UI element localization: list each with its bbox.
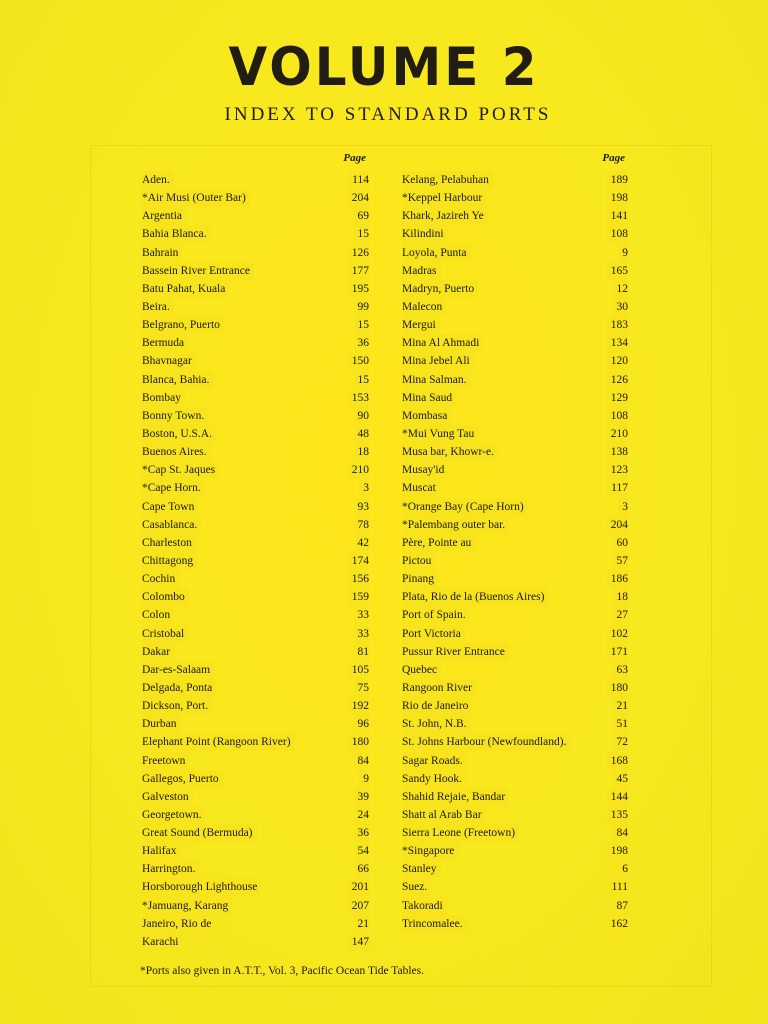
page-number: 96 [354, 715, 370, 733]
index-entry [142, 625, 369, 643]
left-index-rows [142, 171, 369, 951]
port-name: Bahia Blanca. [142, 225, 211, 243]
port-name: Rangoon River [402, 679, 476, 697]
port-name: Argentia [142, 207, 186, 225]
index-entry [402, 244, 628, 262]
port-name: Shatt al Arab Bar [402, 806, 486, 824]
port-name: Sagar Roads. [402, 752, 467, 770]
port-name: Pussur River Entrance [402, 643, 509, 661]
index-entry [402, 860, 628, 878]
port-name: Bermuda [142, 334, 188, 352]
page-number: 72 [613, 733, 629, 751]
page-number: 174 [348, 552, 369, 570]
page-number: 36 [354, 334, 370, 352]
index-entry [402, 479, 628, 497]
index-entry [142, 606, 369, 624]
page-number: 18 [613, 588, 629, 606]
index-entry [142, 171, 369, 189]
index-entry [142, 371, 369, 389]
port-name: Dickson, Port. [142, 697, 212, 715]
page-number: 9 [359, 770, 369, 788]
page-number: 33 [354, 606, 370, 624]
index-entry [142, 915, 369, 933]
index-entry [142, 280, 369, 298]
port-name: Mina Jebel Ali [402, 352, 474, 370]
port-name: Colombo [142, 588, 189, 606]
page-number: 54 [354, 842, 370, 860]
index-entry [402, 189, 628, 207]
page-number: 42 [354, 534, 370, 552]
page-number: 120 [607, 352, 628, 370]
index-entry [142, 842, 369, 860]
index-entry [402, 679, 628, 697]
page-number: 204 [348, 189, 369, 207]
index-entry [402, 752, 628, 770]
index-entry [142, 189, 369, 207]
page-number: 39 [354, 788, 370, 806]
page-number: 84 [613, 824, 629, 842]
page-column-header: Page [343, 152, 366, 164]
page-number: 123 [607, 461, 628, 479]
index-entry [402, 661, 628, 679]
index-entry [142, 679, 369, 697]
index-entry [402, 842, 628, 860]
index-entry [142, 860, 369, 878]
footnote: *Ports also given in A.T.T., Vol. 3, Pacific Ocean Tide Tables. [140, 965, 425, 977]
port-name: Père, Pointe au [402, 534, 475, 552]
index-entry [142, 334, 369, 352]
page-number: 138 [607, 443, 628, 461]
index-entry [142, 552, 369, 570]
page-number: 111 [608, 878, 628, 896]
index-entry [402, 715, 628, 733]
page-number: 75 [354, 679, 370, 697]
index-entry [142, 933, 369, 951]
index-entry [142, 407, 369, 425]
page-number: 129 [607, 389, 628, 407]
page-number: 93 [354, 498, 370, 516]
page-number: 204 [607, 516, 628, 534]
page-number: 63 [613, 661, 629, 679]
port-name: Rio de Janeiro [402, 697, 472, 715]
port-name: Kelang, Pelabuhan [402, 171, 493, 189]
page-number: 45 [613, 770, 629, 788]
index-entry [402, 570, 628, 588]
index-entry [142, 225, 369, 243]
port-name: Takoradi [402, 897, 447, 915]
index-entry [142, 806, 369, 824]
port-name: Belgrano, Puerto [142, 316, 224, 334]
port-name: Dar-es-Salaam [142, 661, 214, 679]
port-name: Bassein River Entrance [142, 262, 254, 280]
port-name: *Air Musi (Outer Bar) [142, 189, 250, 207]
page-number: 108 [607, 407, 628, 425]
port-name: Buenos Aires. [142, 443, 211, 461]
index-entry [142, 443, 369, 461]
port-name: Bahrain [142, 244, 182, 262]
port-name: Mombasa [402, 407, 451, 425]
index-entry [402, 207, 628, 225]
page-number: 99 [354, 298, 370, 316]
port-name: St. John, N.B. [402, 715, 471, 733]
index-entry [402, 824, 628, 842]
index-entry [142, 733, 369, 751]
index-entry [142, 244, 369, 262]
index-entry [142, 298, 369, 316]
port-name: Chittagong [142, 552, 197, 570]
page-number: 84 [354, 752, 370, 770]
page-number: 102 [607, 625, 628, 643]
page-number: 144 [607, 788, 628, 806]
page-number: 210 [348, 461, 369, 479]
index-entry [402, 298, 628, 316]
page-number: 180 [607, 679, 628, 697]
index-entry [142, 643, 369, 661]
page-number: 195 [348, 280, 369, 298]
page-number: 6 [618, 860, 628, 878]
index-entry [142, 588, 369, 606]
port-name: Colon [142, 606, 174, 624]
port-name: Cochin [142, 570, 179, 588]
page-number: 171 [607, 643, 628, 661]
port-name: Beira. [142, 298, 174, 316]
page-number: 21 [613, 697, 629, 715]
port-name: Quebec [402, 661, 441, 679]
page-number: 165 [607, 262, 628, 280]
volume-title: VOLUME 2 [228, 36, 540, 98]
index-entry [402, 552, 628, 570]
port-name: *Mui Vung Tau [402, 425, 478, 443]
index-entry [402, 352, 628, 370]
port-name: Pictou [402, 552, 435, 570]
index-entry [402, 606, 628, 624]
page-number: 117 [607, 479, 628, 497]
page-number: 15 [354, 225, 370, 243]
port-name: Port Victoria [402, 625, 465, 643]
index-entry [142, 570, 369, 588]
port-name: Casablanca. [142, 516, 201, 534]
port-name: *Keppel Harbour [402, 189, 486, 207]
port-name: Freetown [142, 752, 189, 770]
port-name: Georgetown. [142, 806, 206, 824]
page-number: 57 [613, 552, 629, 570]
index-entry [142, 461, 369, 479]
port-name: Bonny Town. [142, 407, 208, 425]
port-name: Durban [142, 715, 181, 733]
right-index-column [402, 152, 628, 933]
index-entry [402, 334, 628, 352]
index-entry [402, 516, 628, 534]
port-name: Bhavnagar [142, 352, 196, 370]
port-name: Boston, U.S.A. [142, 425, 216, 443]
page-number: 126 [607, 371, 628, 389]
page-number: 183 [607, 316, 628, 334]
port-name: Musa bar, Khowr-e. [402, 443, 498, 461]
index-entry [142, 752, 369, 770]
page-number: 3 [618, 498, 628, 516]
port-name: Elephant Point (Rangoon River) [142, 733, 295, 751]
page-number: 105 [348, 661, 369, 679]
port-name: Janeiro, Rio de [142, 915, 215, 933]
index-entry [402, 425, 628, 443]
port-name: Dakar [142, 643, 174, 661]
port-name: Galveston [142, 788, 193, 806]
page-number: 51 [613, 715, 629, 733]
page-number: 24 [354, 806, 370, 824]
index-entry [402, 498, 628, 516]
port-name: Madryn, Puerto [402, 280, 478, 298]
port-name: Cape Town [142, 498, 198, 516]
page-number: 12 [613, 280, 629, 298]
port-name: Great Sound (Bermuda) [142, 824, 257, 842]
page-number: 30 [613, 298, 629, 316]
port-name: *Orange Bay (Cape Horn) [402, 498, 528, 516]
page-number: 198 [607, 842, 628, 860]
index-entry [142, 824, 369, 842]
index-entry [142, 661, 369, 679]
port-name: Stanley [402, 860, 441, 878]
page-number: 207 [348, 897, 369, 915]
index-entry [142, 498, 369, 516]
index-entry [142, 516, 369, 534]
page-number: 48 [354, 425, 370, 443]
port-name: Halifax [142, 842, 180, 860]
port-name: *Palembang outer bar. [402, 516, 509, 534]
page-number: 15 [354, 316, 370, 334]
page-number: 177 [348, 262, 369, 280]
page-column-header: Page [602, 152, 625, 164]
port-name: Charleston [142, 534, 196, 552]
port-name: Mina Salman. [402, 371, 471, 389]
page-number: 198 [607, 189, 628, 207]
port-name: Malecon [402, 298, 446, 316]
port-name: *Singapore [402, 842, 458, 860]
page-number: 162 [607, 915, 628, 933]
index-entry [142, 697, 369, 715]
port-name: Madras [402, 262, 441, 280]
index-entry [142, 389, 369, 407]
port-name: Cristobal [142, 625, 188, 643]
port-name: Sandy Hook. [402, 770, 466, 788]
left-index-column [142, 152, 369, 951]
page-number: 180 [348, 733, 369, 751]
port-name: Loyola, Punta [402, 244, 471, 262]
port-name: *Jamuang, Karang [142, 897, 232, 915]
port-name: *Cap St. Jaques [142, 461, 219, 479]
index-entry [402, 534, 628, 552]
page-number: 108 [607, 225, 628, 243]
page-number: 66 [354, 860, 370, 878]
page-number: 9 [618, 244, 628, 262]
port-name: Muscat [402, 479, 440, 497]
index-entry [402, 897, 628, 915]
index-entry [402, 316, 628, 334]
port-name: Trincomalee. [402, 915, 467, 933]
port-name: Shahid Rejaie, Bandar [402, 788, 509, 806]
right-index-rows [402, 171, 628, 933]
page-number: 21 [354, 915, 370, 933]
port-name: St. Johns Harbour (Newfoundland). [402, 733, 571, 751]
port-name: Port of Spain. [402, 606, 470, 624]
port-name: Sierra Leone (Freetown) [402, 824, 519, 842]
port-name: Suez. [402, 878, 431, 896]
index-entry [402, 461, 628, 479]
index-entry [142, 479, 369, 497]
page-number: 69 [354, 207, 370, 225]
port-name: Mina Al Ahmadi [402, 334, 483, 352]
page-number: 36 [354, 824, 370, 842]
page-number: 126 [348, 244, 369, 262]
page-number: 114 [348, 171, 369, 189]
index-entry [142, 352, 369, 370]
page-number: 81 [354, 643, 370, 661]
index-entry [142, 262, 369, 280]
port-name: Mergui [402, 316, 440, 334]
index-entry [402, 915, 628, 933]
index-entry [142, 534, 369, 552]
index-entry [402, 443, 628, 461]
port-name: *Cape Horn. [142, 479, 205, 497]
port-name: Delgada, Ponta [142, 679, 216, 697]
index-entry [402, 407, 628, 425]
port-name: Blanca, Bahia. [142, 371, 213, 389]
index-entry [142, 878, 369, 896]
page-number: 192 [348, 697, 369, 715]
page-number: 168 [607, 752, 628, 770]
port-name: Kilindini [402, 225, 448, 243]
index-entry [402, 697, 628, 715]
port-name: Gallegos, Puerto [142, 770, 223, 788]
port-name: Khark, Jazireh Ye [402, 207, 488, 225]
index-entry [402, 280, 628, 298]
index-entry [142, 715, 369, 733]
page-number: 156 [348, 570, 369, 588]
port-name: Aden. [142, 171, 174, 189]
index-entry [402, 262, 628, 280]
page-number: 210 [607, 425, 628, 443]
page-number: 15 [354, 371, 370, 389]
page-number: 134 [607, 334, 628, 352]
port-name: Harrington. [142, 860, 199, 878]
index-entry [402, 806, 628, 824]
index-entry [142, 788, 369, 806]
page-number: 135 [607, 806, 628, 824]
index-subtitle: INDEX TO STANDARD PORTS [224, 104, 552, 125]
page-number: 189 [607, 171, 628, 189]
port-name: Horsborough Lighthouse [142, 878, 261, 896]
index-entry [402, 878, 628, 896]
port-name: Karachi [142, 933, 182, 951]
page-number: 147 [348, 933, 369, 951]
page-number: 3 [359, 479, 369, 497]
index-entry [402, 389, 628, 407]
index-entry [402, 788, 628, 806]
port-name: Pinang [402, 570, 438, 588]
page-number: 78 [354, 516, 370, 534]
index-entry [402, 225, 628, 243]
port-name: Bombay [142, 389, 185, 407]
index-entry [402, 625, 628, 643]
index-entry [402, 770, 628, 788]
page-number: 201 [348, 878, 369, 896]
page-number: 87 [613, 897, 629, 915]
index-entry [142, 425, 369, 443]
page-number: 186 [607, 570, 628, 588]
page-number: 33 [354, 625, 370, 643]
index-entry [402, 371, 628, 389]
index-entry [402, 643, 628, 661]
page-number: 141 [607, 207, 628, 225]
index-entry [142, 897, 369, 915]
page-number: 27 [613, 606, 629, 624]
index-entry [142, 207, 369, 225]
port-name: Plata, Rio de la (Buenos Aires) [402, 588, 548, 606]
index-entry [402, 733, 628, 751]
port-name: Musay'id [402, 461, 448, 479]
index-entry [402, 171, 628, 189]
page-number: 18 [354, 443, 370, 461]
port-name: Batu Pahat, Kuala [142, 280, 229, 298]
page-number: 153 [348, 389, 369, 407]
port-name: Mina Saud [402, 389, 456, 407]
page-number: 60 [613, 534, 629, 552]
page-number: 159 [348, 588, 369, 606]
index-entry [402, 588, 628, 606]
page-number: 90 [354, 407, 370, 425]
page-number: 150 [348, 352, 369, 370]
index-entry [142, 770, 369, 788]
index-entry [142, 316, 369, 334]
